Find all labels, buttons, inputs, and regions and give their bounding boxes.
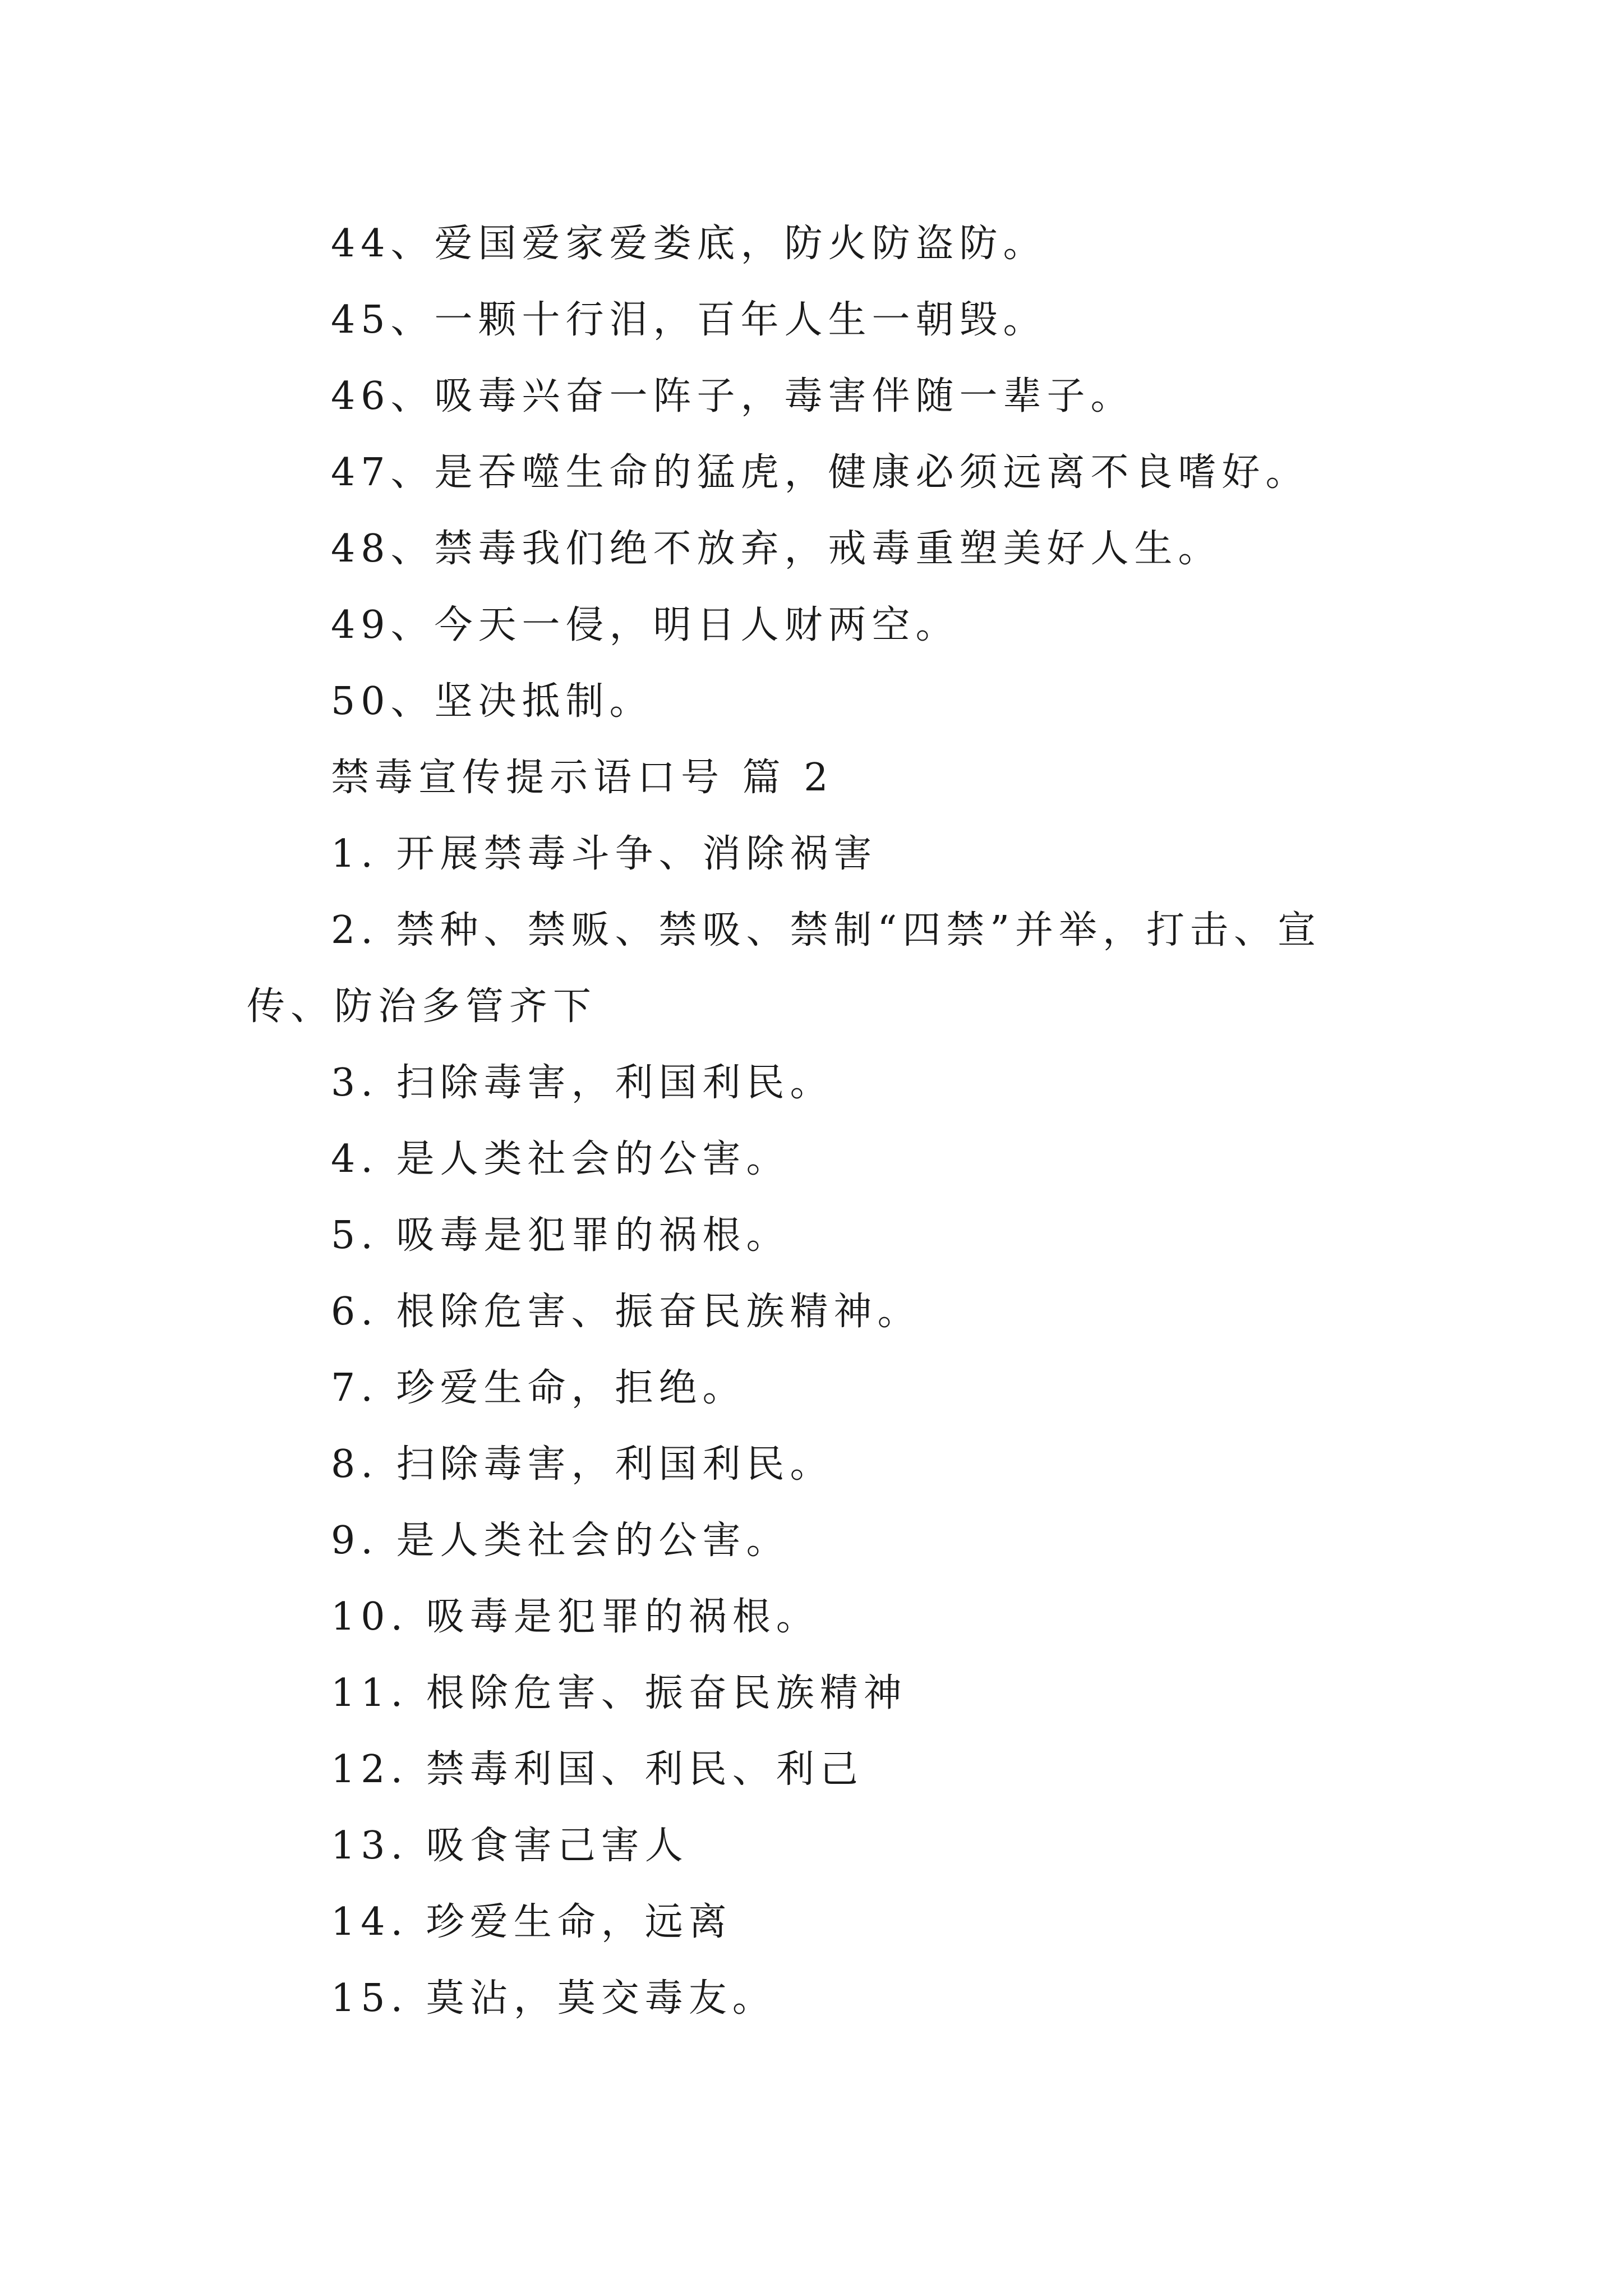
list-item: 11. 根除危害、振奋民族精神 xyxy=(331,1671,907,1715)
list-item: 6. 根除危害、振奋民族精神。 xyxy=(331,1290,921,1334)
list-item: 46、吸毒兴奋一阵子，毒害伴随一辈子。 xyxy=(331,374,1135,418)
list-item: 14. 珍爱生命，远离 xyxy=(331,1900,732,1944)
list-item: 13. 吸食害己害人 xyxy=(331,1824,689,1868)
list-item: 15. 莫沾，莫交毒友。 xyxy=(331,1976,776,2021)
list-item: 44、爱国爱家爱娄底，防火防盗防。 xyxy=(331,222,1047,266)
section-heading: 禁毒宣传提示语口号 篇 2 xyxy=(331,756,834,800)
list-item: 10. 吸毒是犯罪的祸根。 xyxy=(331,1595,820,1639)
list-item: 9. 是人类社会的公害。 xyxy=(331,1519,790,1563)
list-item: 45、一颗十行泪，百年人生一朝毁。 xyxy=(331,298,1047,342)
list-item: 5. 吸毒是犯罪的祸根。 xyxy=(331,1213,790,1258)
list-item: 48、禁毒我们绝不放弃，戒毒重塑美好人生。 xyxy=(331,527,1222,571)
list-item: 8. 扫除毒害，利国利民。 xyxy=(331,1442,834,1487)
list-item: 49、今天一侵，明日人财两空。 xyxy=(331,603,960,647)
list-item: 47、是吞噬生命的猛虎，健康必须远离不良嗜好。 xyxy=(331,450,1310,495)
list-item: 3. 扫除毒害，利国利民。 xyxy=(331,1061,834,1105)
list-item: 12. 禁毒利国、利民、利己 xyxy=(331,1747,864,1792)
list-item: 4. 是人类社会的公害。 xyxy=(331,1137,790,1181)
list-item: 50、坚决抵制。 xyxy=(331,679,653,724)
list-item: 1. 开展禁毒斗争、消除祸害 xyxy=(331,832,878,876)
list-item-continuation: 传、防治多管齐下 xyxy=(247,984,597,1029)
list-item: 2. 禁种、禁贩、禁吸、禁制“四禁”并举，打击、宣 xyxy=(331,908,1322,953)
list-item: 7. 珍爱生命，拒绝。 xyxy=(331,1366,746,1410)
